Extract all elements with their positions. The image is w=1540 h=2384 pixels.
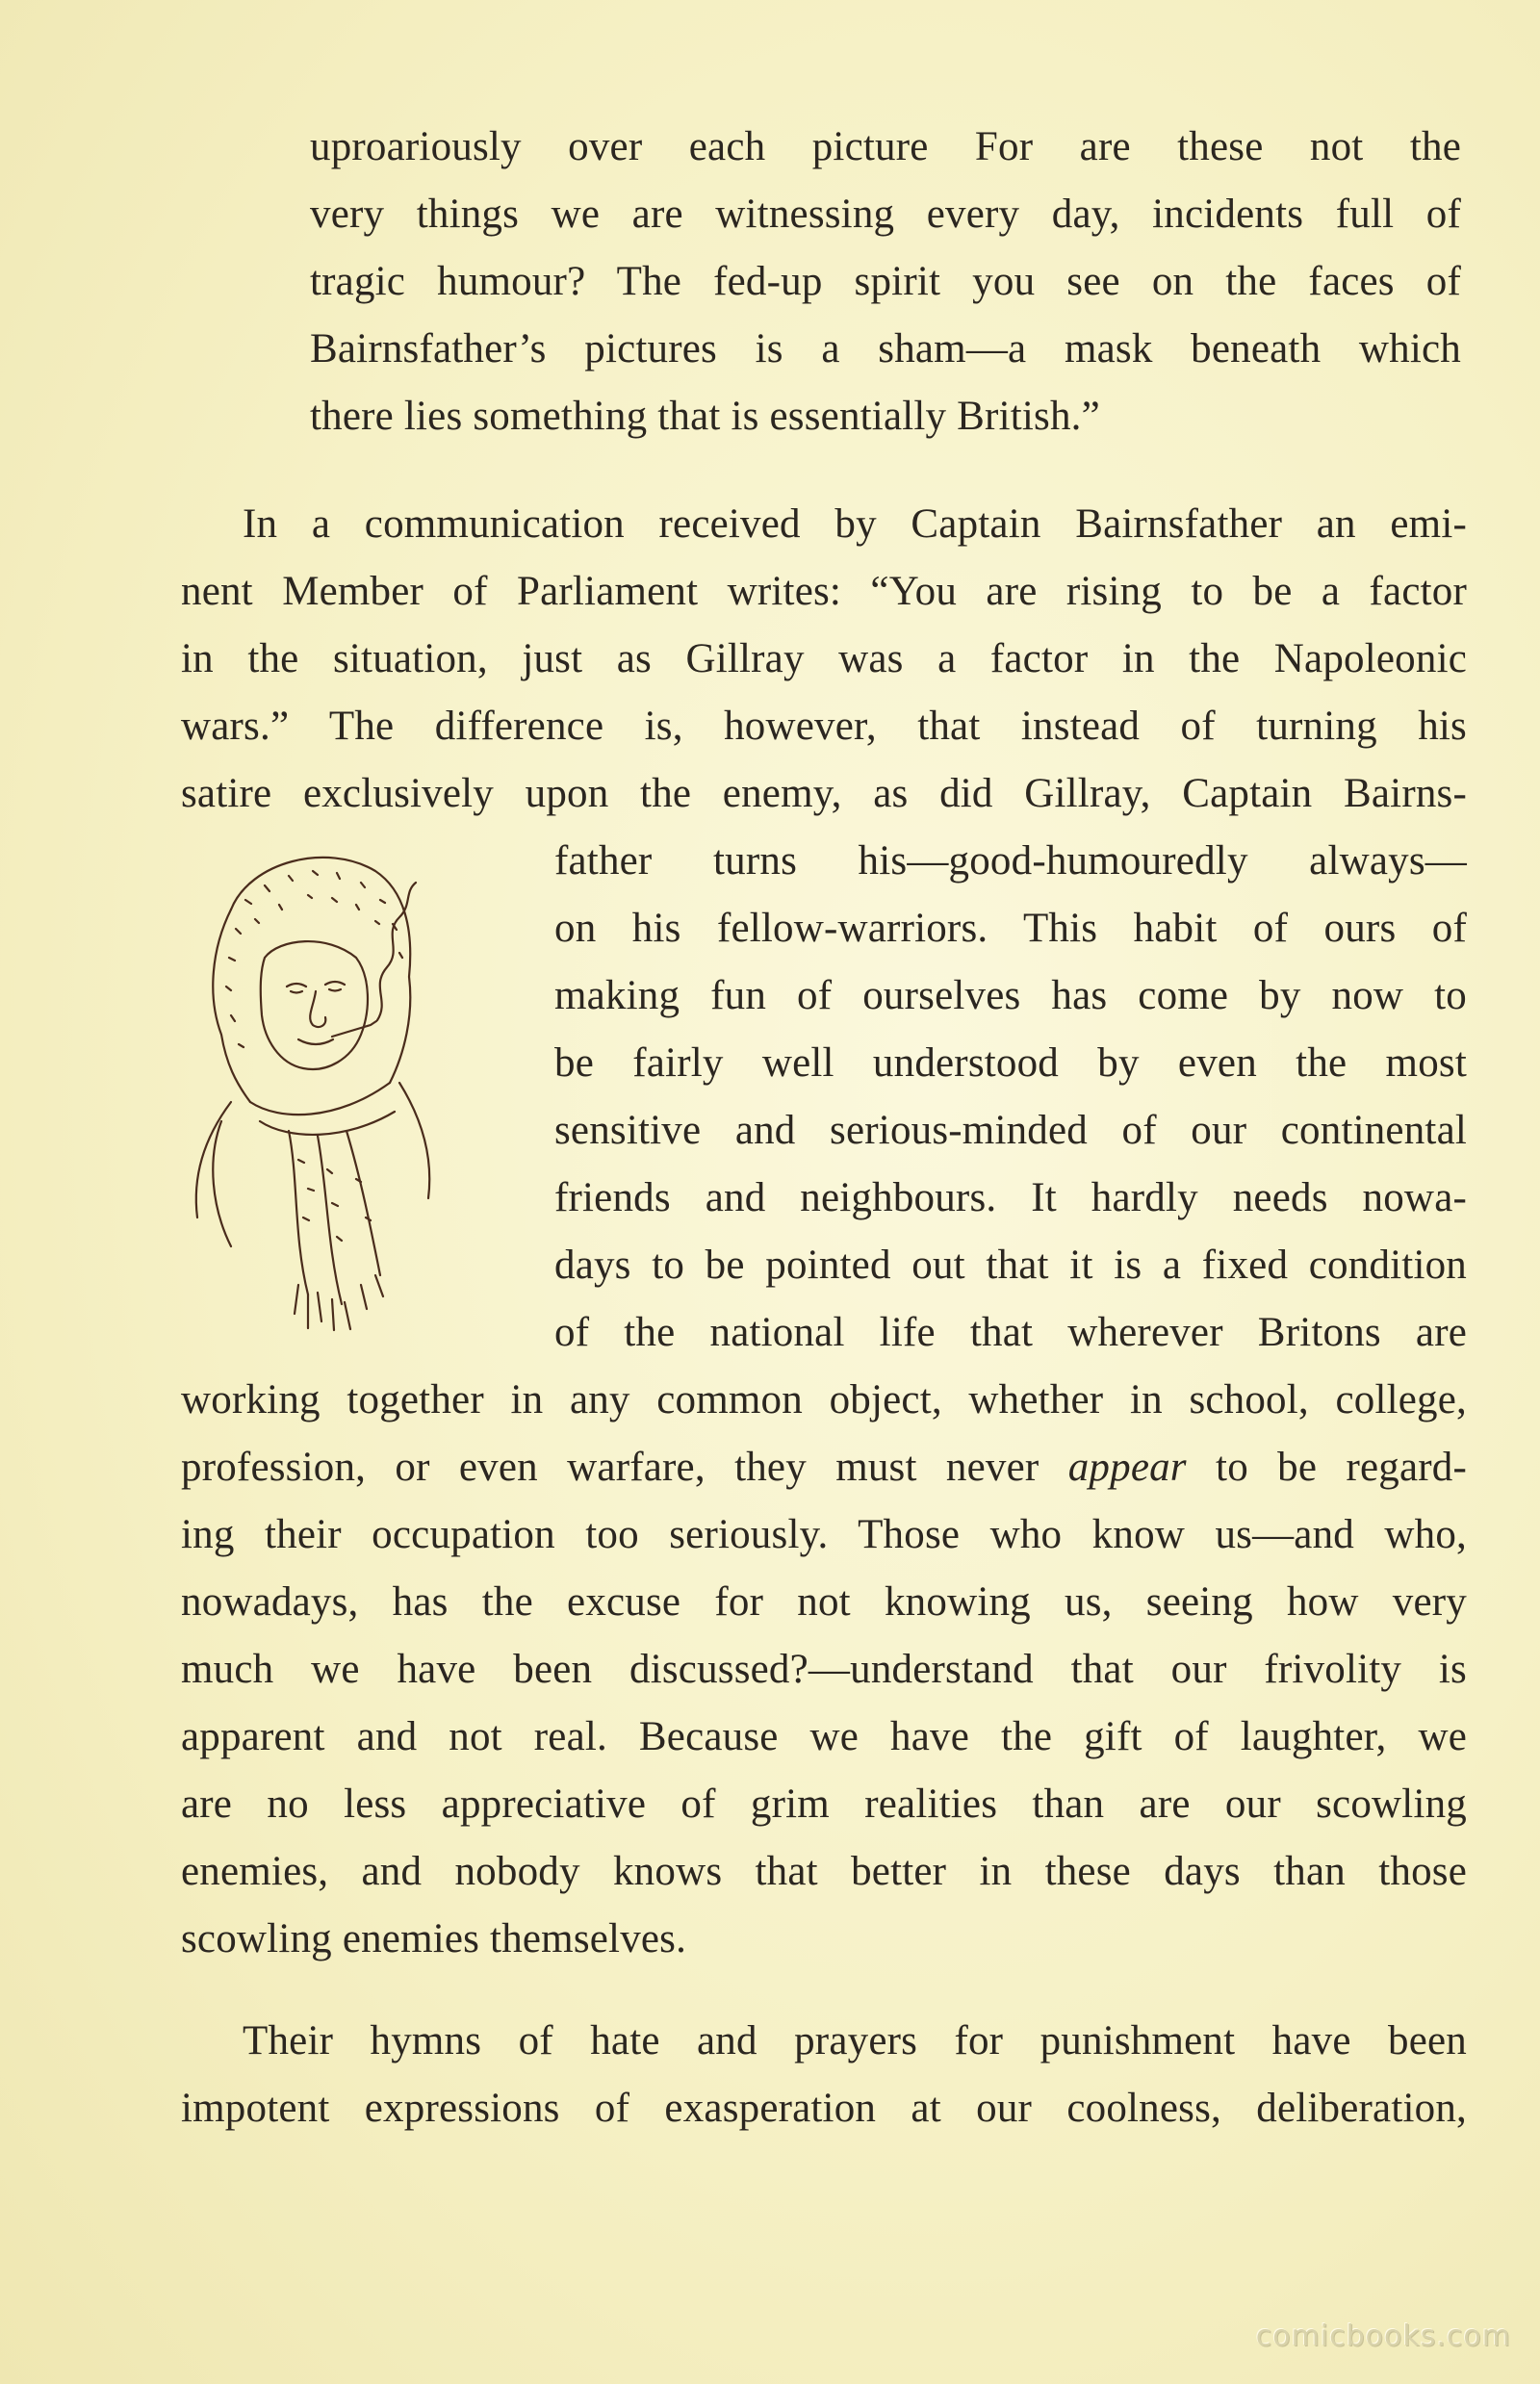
body-paragraph [181, 2008, 1467, 2142]
text-line: in the situation, just as Gillray was a factor in the Napoleonic [181, 636, 1467, 681]
text-line: be fairly well understood by even the most [554, 1040, 1467, 1086]
text-line: nowadays, has the excuse for not knowing us, seeing how very [181, 1579, 1467, 1625]
sketch-illustration [173, 833, 500, 1371]
wrapped-text-block [554, 828, 1467, 1367]
text-line: are no less appreciative of grim realities than are our scowling [181, 1782, 1467, 1827]
body-paragraph [181, 491, 1467, 828]
continued-text-block [181, 1367, 1467, 1973]
text-line [181, 1434, 1467, 1501]
text-line: satire exclusively upon the enemy, as did Gillray, Captain Bairns- [181, 771, 1467, 816]
text-line: friends and neighbours. It hardly needs nowa- [554, 1175, 1467, 1220]
text-line: Bairnsfather’s pictures is a sham—a mask beneath which [310, 326, 1461, 372]
text-line: enemies, and nobody knows that better in these days than those [181, 1849, 1467, 1894]
text-line: much we have been discussed?—understand that our frivolity is [181, 1647, 1467, 1692]
text-line: nent Member of Parliament writes: “You are rising to be a factor [181, 569, 1467, 614]
text-line: tragic humour? The fed-up spirit you see on the faces of [310, 259, 1461, 304]
quote-paragraph [310, 114, 1461, 450]
text-line: working together in any common object, whether in school, college, [181, 1377, 1467, 1423]
text-line: days to be pointed out that it is a fixed condition [554, 1243, 1467, 1288]
text-line: making fun of ourselves has come by now to [554, 973, 1467, 1018]
watermark-text: comicbooks.com [1255, 2320, 1511, 2353]
emphasis-text: appear [1067, 1445, 1187, 1490]
text-line: Their hymns of hate and prayers for punishment have been [243, 2018, 1467, 2064]
text-line: wars.” The difference is, however, that instead of turning his [181, 704, 1467, 749]
text-line: uproariously over each picture For are these not the [310, 124, 1461, 169]
text-line: ing their occupation too seriously. Those who know us—and who, [181, 1512, 1467, 1557]
text-segment: profession, or even warfare, they must never [181, 1445, 1068, 1490]
text-line: In a communication received by Captain Bairnsfather an emi- [243, 501, 1467, 547]
text-line: father turns his—good-humouredly always— [554, 838, 1467, 884]
text-line: scowling enemies themselves. [181, 1916, 687, 1961]
text-line: sensitive and serious-minded of our continental [554, 1108, 1467, 1153]
text-line: there lies something that is essentially British.” [310, 394, 1100, 439]
text-line: on his fellow-warriors. This habit of ours of [554, 906, 1467, 951]
text-line: of the national life that wherever Britons are [554, 1310, 1467, 1355]
text-line: impotent expressions of exasperation at our coolness, deliberation, [181, 2086, 1467, 2131]
text-segment: to be regard- [1186, 1445, 1467, 1490]
text-line: apparent and not real. Because we have the gift of laughter, we [181, 1714, 1467, 1759]
text-line: very things we are witnessing every day, incidents full of [310, 192, 1461, 237]
